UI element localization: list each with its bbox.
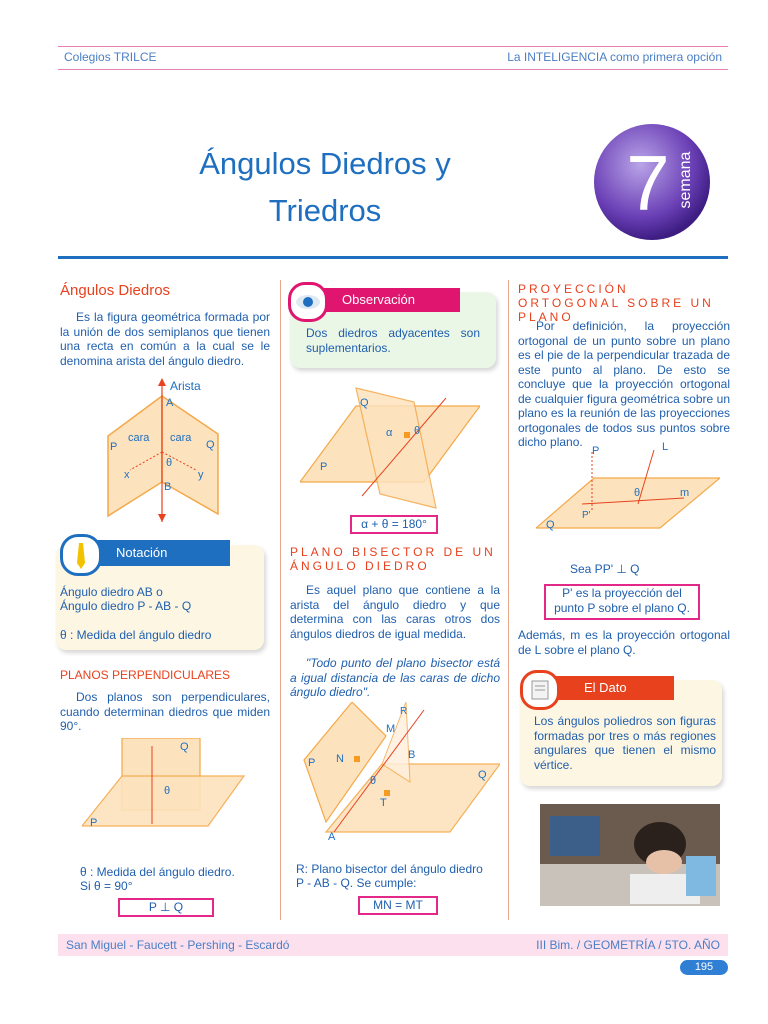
svg-text:P': P': [582, 510, 591, 521]
intro-text: Es la figura geométrica formada por la unión de dos semiplanos que tienen una recta en común a la cual se le denomina arista del ángulo diedro.: [60, 310, 270, 368]
projection-text: Por definición, la proyección ortogonal de un punto sobre un plano es el pie de la perpendicular trazada de este punto al plano. De esto se concluye que la proyección ortogonal de cualquier figura geométrica sobre un plano es la reunión de las proyecciones ortogonales de todos sus puntos sobre dicho plano.: [518, 319, 730, 449]
svg-text:P: P: [110, 441, 118, 453]
svg-text:P: P: [592, 445, 600, 457]
perpendicular-heading: PLANOS PERPENDICULARES: [60, 668, 231, 682]
svg-text:A: A: [166, 397, 174, 409]
svg-text:θ: θ: [166, 457, 173, 469]
footer-locations: San Miguel - Faucett - Pershing - Escardó: [66, 938, 290, 952]
notes-icon: [520, 670, 560, 710]
students-photo: [540, 804, 720, 906]
svg-text:cara: cara: [128, 432, 150, 444]
bisector-caption1: R: Plano bisector del ángulo diedro: [296, 862, 483, 876]
adjacent-dihedrals-figure: [300, 384, 480, 510]
svg-text:L: L: [662, 442, 669, 453]
svg-text:P: P: [320, 461, 328, 473]
week-word: semana: [677, 151, 694, 209]
projection-figure: [536, 442, 720, 534]
svg-text:θ: θ: [414, 425, 421, 437]
bisector-caption2: P - AB - Q. Se cumple:: [296, 876, 417, 890]
tie-icon: [60, 534, 102, 576]
supplementary-box: α + θ = 180°: [350, 515, 438, 534]
svg-text:Q: Q: [546, 519, 555, 531]
projection-sea: Sea PP' ⊥ Q: [570, 562, 640, 576]
projection-note: Además, m es la proyección ortogonal de L sobre el plano Q.: [518, 628, 730, 657]
notation-line1: Ángulo diedro AB o: [60, 585, 163, 599]
projection-box: P' es la proyección del punto P sobre el plano Q.: [544, 584, 700, 620]
bisector-formula-box: MN = MT: [358, 896, 438, 915]
column-divider: [508, 280, 509, 920]
svg-text:m: m: [680, 487, 690, 499]
svg-text:θ: θ: [634, 487, 641, 499]
svg-text:θ: θ: [370, 775, 377, 787]
bisector-heading: PLANO BISECTOR DE UN ÁNGULO DIEDRO: [290, 545, 496, 573]
svg-text:y: y: [198, 469, 204, 481]
section-heading: Ángulos Diedros: [60, 282, 171, 299]
column-divider: [280, 280, 281, 920]
bisector-quote: "Todo punto del plano bisector está a igual distancia de las caras de dicho ángulo diedro".: [290, 656, 500, 699]
svg-text:T: T: [380, 797, 387, 809]
footer-course: III Bim. / GEOMETRÍA / 5TO. AÑO: [536, 938, 720, 952]
projection-heading: PROYECCIÓN ORTOGONAL SOBRE UN PLANO: [518, 282, 714, 324]
svg-text:P: P: [90, 817, 98, 829]
svg-text:B: B: [164, 481, 172, 493]
svg-text:α: α: [386, 427, 393, 439]
svg-text:B: B: [408, 749, 416, 761]
svg-text:P: P: [308, 757, 316, 769]
bisector-text: Es aquel plano que contiene a la arista del ángulo diedro y que determina con las caras otros dos ángulos diedros de igual medida.: [290, 583, 500, 641]
week-number: 7: [626, 139, 670, 227]
perpendicular-text: Dos planos son perpendiculares, cuando determinan diedros que miden 90°.: [60, 690, 270, 733]
svg-text:Q: Q: [360, 397, 369, 409]
dato-tag: El Dato: [584, 680, 627, 695]
svg-text:Arista: Arista: [170, 379, 201, 393]
week-badge: [590, 110, 710, 250]
svg-text:R: R: [400, 706, 408, 717]
notation-line2: Ángulo diedro P - AB - Q: [60, 599, 192, 613]
notation-line3: θ : Medida del ángulo diedro: [60, 628, 212, 642]
svg-text:Q: Q: [180, 741, 189, 753]
notation-tag: Notación: [116, 545, 168, 560]
dato-text: Los ángulos poliedros son figuras formadas por tres o más regiones angulares que tienen el mismo vértice.: [534, 714, 716, 772]
perp-formula-box: P ⊥ Q: [118, 898, 214, 917]
dihedral-figure: [100, 378, 240, 524]
observation-tag: Observación: [342, 292, 415, 307]
page-footer: [58, 934, 728, 956]
svg-text:A: A: [328, 831, 336, 842]
perp-caption2: Si θ = 90°: [80, 879, 133, 893]
observation-text: Dos diedros adyacentes son suplementarios.: [306, 326, 480, 355]
svg-text:Q: Q: [206, 439, 215, 451]
page-title: Ángulos Diedros y Triedros: [199, 146, 451, 228]
slogan: La INTELIGENCIA como primera opción: [507, 50, 722, 64]
bisector-figure: [300, 702, 500, 842]
svg-text:Q: Q: [478, 769, 487, 781]
page-header: [58, 46, 728, 70]
perp-caption1: θ : Medida del ángulo diedro.: [80, 865, 235, 879]
school-name: Colegios TRILCE: [64, 50, 157, 64]
perpendicular-planes-figure: [82, 738, 248, 830]
eye-icon: [288, 282, 328, 322]
svg-text:cara: cara: [170, 432, 192, 444]
svg-text:x: x: [124, 469, 130, 481]
svg-text:θ: θ: [164, 785, 171, 797]
svg-text:N: N: [336, 753, 344, 765]
title-rule: [58, 256, 728, 259]
page-number: 195: [680, 960, 728, 975]
svg-text:M: M: [386, 723, 396, 735]
